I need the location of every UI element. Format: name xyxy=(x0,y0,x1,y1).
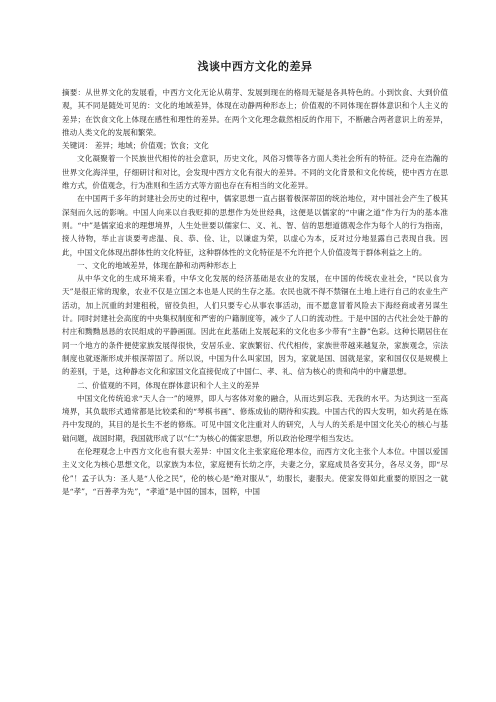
document-title: 浅谈中西方文化的差异 xyxy=(197,60,313,73)
section-1-paragraph: 从中华文化的生成环境来看，中华文化发展的经济基础是农业的发展，在中国的传统农业社会，“民以食为天”是很正常的现象，农业不仅是立国之本也是人民的生存之基。农民也就不得不禁锢在土地上进行自己的农业生产活动，加上沉重的封建租税，留役负担，人们只要专心从事农事活动，而不愿意冒着风险去下海经商或者另谋生计。同时封建社会高度的中央集权制度和严密的户籍制度等，减少了人口的流动性。于是中国的古代社会处于静的村庄和黝黝恳恳的农民组成的平静画面。因此在此基础上发展起来的文化也多少带有“主静”色彩。这种长期居住在同一个地方的条件便使家族发展得很快，安居乐业、家族繁衍、代代相传，家族世带越来越复杂，家族观念，宗法制度也就逐渐形成并根深蒂固了。所以说，中国为什么叫家国，因为，家就是国、国就是家，家和国仅仅是规模上的差别，于是，这种静态文化和家国文化直接促成了中国仁、孝、礼、信为核心的贵和尚中的中庸思想。 xyxy=(62,274,448,377)
section-2-heading: 二、价值观的不同，体现在群体意识和个人主义的差异 xyxy=(77,380,260,390)
document-body xyxy=(62,86,448,498)
abstract: 摘要：从世界文化的发展看，中西方文化无论从萌芽、发展到现在的格局无疑是各具特色的。小到饮食、大到价值观，其不同是随处可见的：文化的地域差异，体现在动静两种形态上；价值观的不同体现在群体意识和个人主义的差异；在饮食文化上体现在感性和理性的差异。在两个文化理念截然相反的作用下，不断融合两者意识上的差异，推动人类文化的发展和繁荣。 xyxy=(62,88,448,137)
section-2-paragraph-2: 在伦理观念上中西方文化也有很大差异：中国文化主张家庭伦理本位，而西方文化主张个人本位。中国以爱国主义文化为核心思想文化，以家族为本位，家庭便有长幼之序，夫妻之分，家庭成员各安其分，各尽义务，即“尽伦”！孟子认为：圣人是“人伦之民”，伦的核心是“绝对服从”，幼服长，妻服夫。使家发得如此重要的原因之一就是“孝”，“百善孝为先”，“孝道”是中国的国本，国粹，中国 xyxy=(62,447,448,496)
section-2-paragraph-1: 中国文化传统追求“天人合一”的境界，即人与客体对象的融合，从而达到忘我、无我的水平。为达到这一至高境界，其负载形式通常都是比较柔和的“琴棋书画”、修炼成仙的期待和实践。中国古代的四大发明，如火药是在炼丹中发现的，其目的是长生不老的修炼。可见中国文化注重对人的研究，人与人的关系是中国文化关心的核心与基础问题，战国时期，我国就形成了以“仁”为核心的儒家思想，所以政治伦理学相当发达。 xyxy=(62,393,448,443)
section-1-heading: 一、文化的地域差异，体现在静和动两种形态上 xyxy=(77,260,237,270)
keywords: 关键词： 差异；地域；价值观；饮食；文化 xyxy=(62,141,209,151)
intro-paragraph-2: 在中国两千多年的封建社会历史的过程中，儒家思想一直占据着极深蒂固的统治地位，对中国社会产生了极其深刻而久远的影响。中国人向来以自我贬抑的思想作为处世经典，这便是以儒家的“中庸之道”作为行为的基本准则。“中”是儒家追求的理想境界，人生处世要以儒家仁、义、礼、智、信的思想道德观念作为每个人的行为指南，接人待物，举止言谈要考虑温、良、恭、俭、让，以谦虚为荣，以虚心为本，反对过分地显露自己表现自我。因此，中国文化体现出群体性的文化特征，这种群体性的文化特征是不允许把个人价值凌驾于群体利益之上的。 xyxy=(62,194,448,257)
intro-paragraph-1: 文化凝聚着一个民族世代相传的社会意识，历史文化，风俗习惯等各方面人类社会所有的特征。泛舟在浩瀚的世界文化海洋里，仔细研讨和对比，会发现中西方文化有很大的差异。不同的文化背景和文化传统，使中西方在思维方式，价值观念，行为准则和生活方式等方面也存在有相当的文化差异。 xyxy=(62,154,448,191)
